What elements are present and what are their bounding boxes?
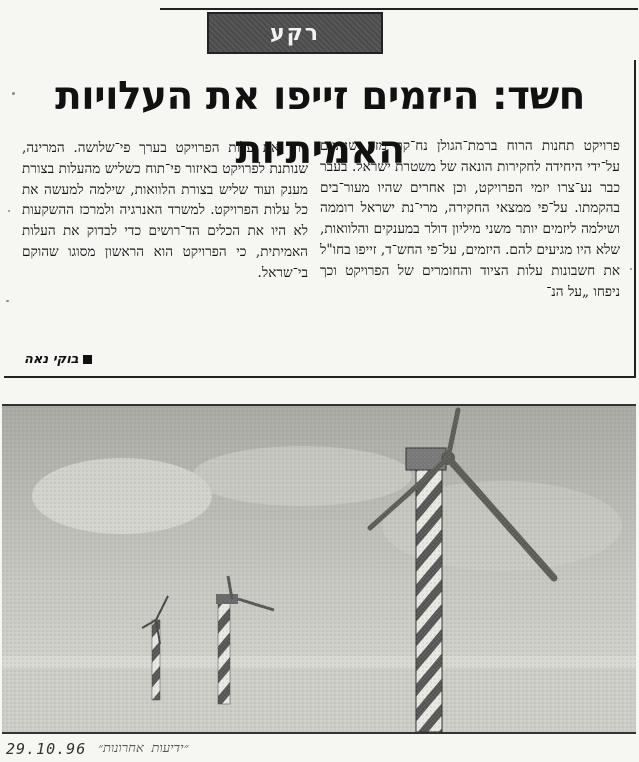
print-speck [630, 268, 632, 270]
wind-turbine-illustration [2, 406, 636, 732]
print-speck [6, 300, 9, 302]
byline-author: בוקי נאה [24, 352, 79, 367]
print-speck [8, 210, 10, 212]
headline: חשד: היזמים זייפו את העלויות האמיתיות [55, 74, 585, 173]
clipping-publication: ״ידיעות אחרונות״ [98, 741, 189, 756]
print-speck [12, 92, 15, 95]
article-column-left: ייר" את עלות הפרויקט בערך פי־שלושה. המרינה, שנותנת לפרויקט באיזור פי־תוח כשליש מהעלות בצורת מענק ועוד שליש בצורת הלוואות, שילמה למעשה את כל עלות הפרויקט. למשרד האנרגיה ולמרכז ההשקעות לא היו את הכלים הד־רושים כדי לבדוק את העלות האמיתית, כי הפרויקט הוא הראשון מסוגו שהוקם בי־שראל. [22, 140, 308, 281]
section-tag: רקע [207, 12, 383, 54]
top-rule [160, 8, 638, 10]
clipping-date: 29.10.96 [6, 740, 87, 758]
article-column-right: פרויקט תחנות הרוח ברמת־הגולן נח־קר מזה שנתיים על־ידי היחידה לחקירות הונאה של משטרת ישראל. בעבר כבר נע־צרו יזמי הפרויקט, וכן אחרים שהיו מעור־בים בהקמתו. על־פי ממצאי החקירה, מרי־נת ישראל רוממה ושילמה ליזמים יותר משני מיליון דולר במענקים והלוואות, שלא היו מגיעים להם. היזמים, על־פי החש־ד, זייפו בחו"ל את חשבונות עלות הציוד והחומרים של הפרויקט וכך ניפחו „על הנ־ [320, 138, 620, 300]
clipping-source [6, 738, 626, 760]
wind-turbine-photo [2, 404, 636, 734]
bullet-square-icon [83, 355, 92, 364]
byline [24, 352, 144, 367]
